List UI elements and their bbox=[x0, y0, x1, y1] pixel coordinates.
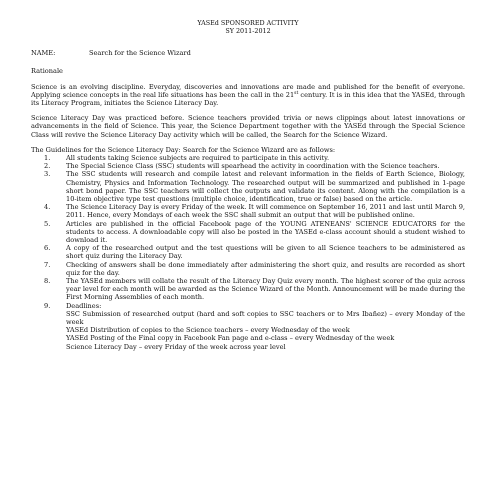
header-school-year: SY 2011-2012 bbox=[225, 26, 271, 35]
rationale-paragraph-2: Science Literacy Day was practiced before. Science teachers provided trivia or news clippings about latest innovations or advancements in the field of Science. This year, the Science Department together with the YASEd through the Special Science Class will revive the Science Literacy Day activity which will be called, the Search for the Science Wizard. bbox=[31, 114, 465, 139]
list-item: 1. All students taking Science subjects are required to participate in this activity. bbox=[44, 154, 330, 163]
list-item: 2. The Special Science Class (SSC) students will spearhead the activity in coordination with the Science teachers. bbox=[44, 162, 440, 171]
guidelines-intro: The Guidelines for the Science Literacy Day: Search for the Science Wizard are as follows: bbox=[31, 145, 336, 154]
list-item: 4. The Science Literacy Day is every Friday of the week. It will commence on September 16, 2011 and last until March 9, 2011. Hence, every Mondays of each week the SSC shall submit an output that will be published online. bbox=[44, 203, 465, 220]
deadlines-item: 9. Deadlines: SSC Submission of researched output (hard and soft copies to SSC teachers or to Mrs Ibañez) – every Monday of the week YASEd Distribution of copies to the Science teachers – every Wednesday of the week YASEd Posting of the Final copy in Facebook Fan page and e-class – every Wednesday of the week Science Literacy Day – every Friday of the week across year level bbox=[44, 301, 465, 351]
list-item: 6. A copy of the researched output and the test questions will be given to all Science teachers to be administered as short quiz during the Literacy Day. bbox=[44, 244, 465, 261]
header-title: YASEd SPONSORED ACTIVITY bbox=[197, 19, 299, 27]
name-row bbox=[31, 49, 465, 57]
activity-name: Search for the Science Wizard bbox=[89, 49, 191, 58]
deadline-line: SSC Submission of researched output (hard and soft copies to SSC teachers or to Mrs Ibañez) – every Monday of the week bbox=[66, 309, 465, 327]
guidelines-list bbox=[31, 154, 465, 351]
deadline-line: Science Literacy Day – every Friday of the week across year level bbox=[66, 342, 286, 351]
deadline-line: YASEd Posting of the Final copy in Facebook Fan page and e-class – every Wednesday of the week bbox=[66, 334, 395, 343]
deadlines-title: Deadlines: bbox=[66, 301, 102, 310]
list-item: 5. Articles are published in the official Facebook page of the YOUNG ATENEANS' SCIENCE EDUCATORS for the students to access. A downloadable copy will also be posted in the YASEd e-class account should a student wished to download it. bbox=[44, 219, 465, 245]
rationale-paragraph-1: Science is an evolving discipline. Everyday, discoveries and innovations are made and published for the benefit of everyone. Applying science concepts in the real life situations has been the call in the 21st century. It is in this idea that the YASEd, through its Literacy Program, initiates the Science Literacy Day. bbox=[31, 82, 465, 107]
list-item: 7. Checking of answers shall be done immediately after administering the short quiz, and results are recorded as short quiz for the day. bbox=[44, 260, 465, 277]
list-item: 8. The YASEd members will collate the result of the Literacy Day Quiz every month. The highest scorer of the quiz across year level for each month will be awarded as the Science Wizard of the Month. Announcement will be made during the First Morning Assemblies of each month. bbox=[44, 277, 465, 302]
deadline-line: YASEd Distribution of copies to the Science teachers – every Wednesday of the week bbox=[66, 326, 350, 335]
list-item: 3. The SSC students will research and compile latest and relevant information in the fields of Earth Science, Biology, Chemistry, Physics and Information Technology. The researched output will be summarized and published in 1-page short bond paper. The SSC teachers will collect the outputs and validate its content. Along with the compilation is a 10-item objective type test questions (multiple choice, identification, true or false) based on the article. bbox=[44, 170, 465, 204]
name-label: NAME: bbox=[31, 49, 56, 58]
document-header bbox=[31, 20, 465, 35]
rationale-title: Rationale bbox=[31, 67, 63, 76]
